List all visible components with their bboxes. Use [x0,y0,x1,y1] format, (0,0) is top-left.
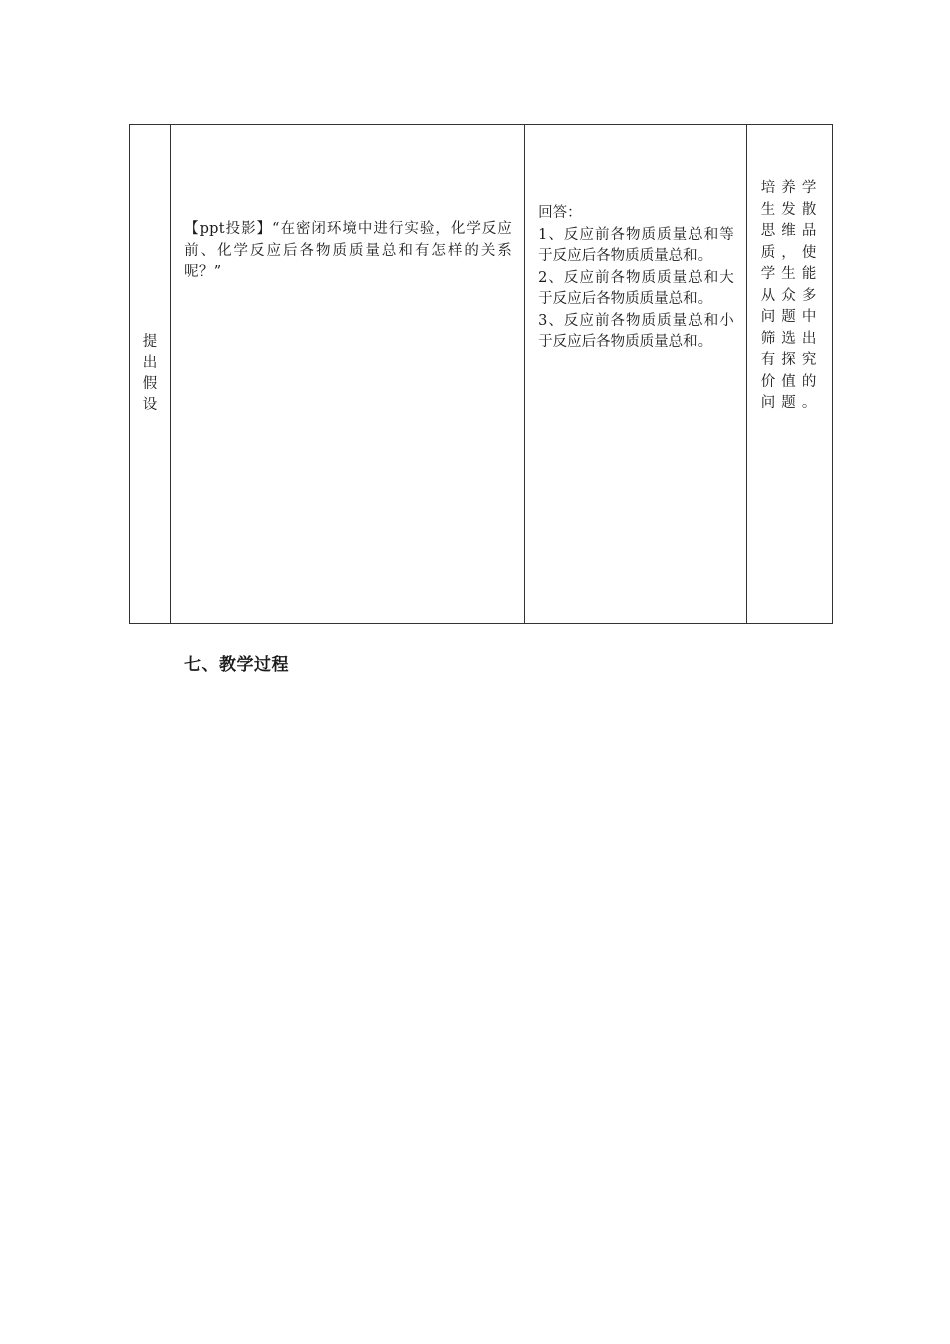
section-heading: 七、教学过程 [184,655,289,675]
student-answer-1: 1、反应前各物质质量总和等于反应后各物质质量总和。 [538,226,734,264]
stage-cell [130,125,171,624]
lesson-plan-table [129,124,833,624]
student-answer-2: 2、反应前各物质质量总和大于反应后各物质质量总和。 [538,269,734,307]
teacher-activity-cell [171,125,525,624]
student-intro: 回答： [538,205,582,221]
table-row [130,125,833,624]
design-intent-cell [746,125,832,624]
teacher-activity-text: 【ppt投影】“在密闭环境中进行实验，化学反应前、化学反应后各物质质量总和有怎样的关系呢？” [184,221,513,280]
design-intent-text: 培养学生发散思维品质，使学生能从众多问题中筛选出有探究价值的问题。 [760,180,820,411]
stage-label: 提出假设 [142,334,158,413]
student-answer-3: 3、反应前各物质质量总和小于反应后各物质质量总和。 [538,312,734,350]
student-activity-text [525,203,746,354]
student-activity-cell [525,125,747,624]
